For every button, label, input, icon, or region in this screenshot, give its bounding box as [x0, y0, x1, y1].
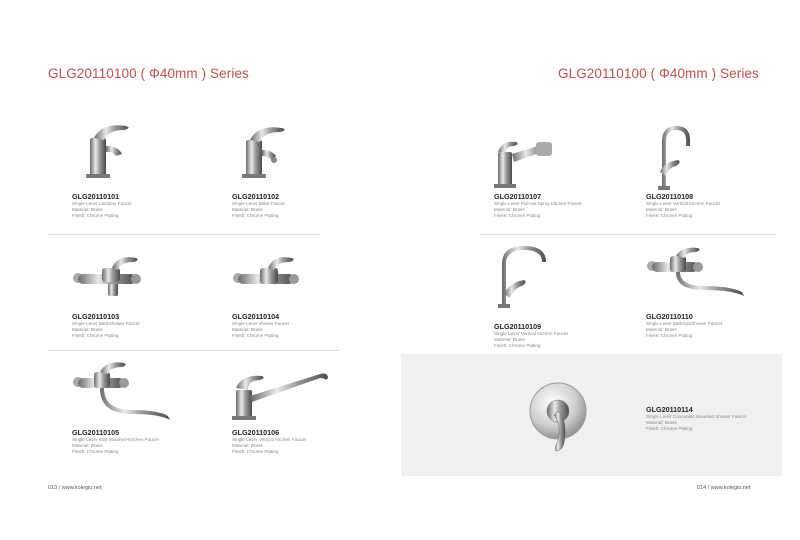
bidet-faucet-image	[232, 118, 342, 188]
bathtub-faucet-image	[646, 246, 756, 306]
product-material: Material: Brass	[232, 207, 263, 212]
lavatory-faucet-image	[72, 118, 182, 188]
concealed-shower-faucet-image	[528, 377, 590, 455]
product-material: Material: Brass	[232, 443, 263, 448]
right-page-footer: 014 / www.kolegio.net	[697, 485, 751, 491]
bath-shower-faucet-image	[72, 250, 182, 310]
product-finish: Finish: Chrome Plating	[646, 333, 693, 338]
product-code: GLG20110105	[72, 428, 120, 437]
product-finish: Finish: Chrome Plating	[646, 426, 693, 431]
product-finish: Finish: Chrome Plating	[232, 333, 279, 338]
product-finish: Finish: Chrome Plating	[72, 449, 119, 454]
left-series-title: GLG20110100 ( Φ40mm ) Series	[48, 66, 249, 81]
product-finish: Finish: Chrome Plating	[232, 213, 279, 218]
product-code: GLG20110107	[494, 192, 542, 201]
left-divider-1	[48, 234, 320, 235]
product-material: Material: Brass	[646, 207, 677, 212]
swan-faucet-image	[494, 242, 604, 312]
product-material: Material: Brass	[72, 327, 103, 332]
product-material: Material: Brass	[72, 207, 103, 212]
wall-kitchen-faucet-image	[72, 360, 182, 430]
product-material: Material: Brass	[646, 420, 677, 425]
right-series-title: GLG20110100 ( Φ40mm ) Series	[558, 66, 759, 81]
product-type: Single Lever Wall Mounted-Kitchen Faucet	[72, 437, 159, 442]
product-material: Material: Brass	[494, 337, 525, 342]
product-code: GLG20110108	[646, 192, 694, 201]
product-finish: Finish: Chrome Plating	[72, 213, 119, 218]
product-type: Single Lever Pull-out Spray Kitchen Faucet	[494, 201, 582, 206]
product-type: Single Lever Vertical Kitchen Faucet	[232, 437, 306, 442]
left-page-footer: 013 / www.kolegio.net	[48, 485, 102, 491]
product-material: Material: Brass	[646, 327, 677, 332]
product-material: Material: Brass	[232, 327, 263, 332]
product-type: Single Lever Bidet Faucet	[232, 201, 285, 206]
product-code: GLG20110114	[646, 405, 693, 414]
product-code: GLG20110103	[72, 312, 120, 321]
product-finish: Finish: Chrome Plating	[232, 449, 279, 454]
pull-out-faucet-image	[494, 130, 604, 192]
right-divider-1	[480, 234, 776, 235]
gooseneck-faucet-image	[646, 124, 756, 192]
product-type: Single Lever Lavatory Faucet	[72, 201, 132, 206]
product-type: Single Lever Bath/tub/Shower Faucet	[646, 321, 723, 326]
product-code: GLG20110101	[72, 192, 120, 201]
left-divider-2	[48, 350, 340, 351]
product-material: Material: Brass	[494, 207, 525, 212]
product-type: Single Lever shower Faucet	[232, 321, 289, 326]
product-code: GLG20110104	[232, 312, 280, 321]
product-finish: Finish: Chrome Plating	[72, 333, 119, 338]
product-code: GLG20110109	[494, 322, 542, 331]
product-type: Single Lever Vertical Kitchen Faucet	[494, 331, 568, 336]
product-type: Single Lever Vertical Kitchen Faucet	[646, 201, 720, 206]
shower-faucet-image	[232, 250, 342, 310]
vertical-kitchen-faucet-image	[232, 366, 342, 436]
product-finish: Finish: Chrome Plating	[494, 213, 541, 218]
product-type: Single Lever Bath/shower Faucet	[72, 321, 140, 326]
product-finish: Finish: Chrome Plating	[646, 213, 693, 218]
product-code: GLG20110106	[232, 428, 280, 437]
product-code: GLG20110110	[646, 312, 693, 321]
product-code: GLG20110102	[232, 192, 280, 201]
product-type: Single Lever Concealed Mounted Shower Faucet	[646, 414, 747, 419]
product-material: Material: Brass	[72, 443, 103, 448]
product-finish: Finish: Chrome Plating	[494, 343, 541, 348]
